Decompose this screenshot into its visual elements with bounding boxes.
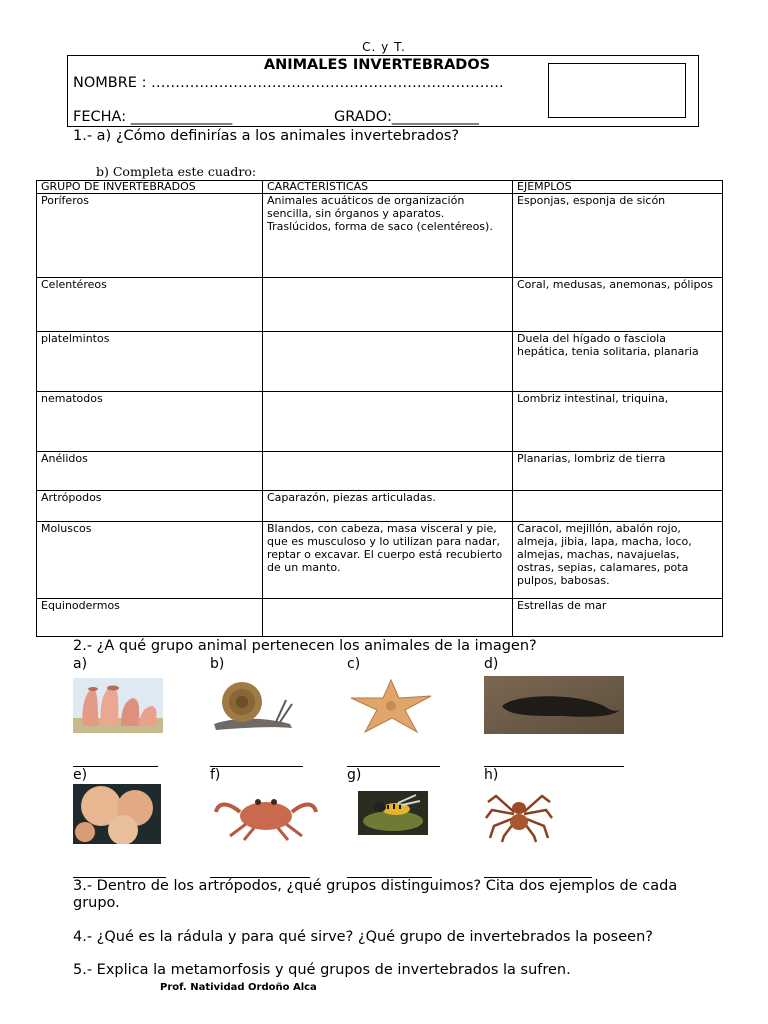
examples-cell: Caracol, mejillón, abalón rojo, almeja, jibia, lapa, macha, loco, almejas, machas, navajuelas, ostras, sepias, calamares, pota pulpos, babosas.	[513, 522, 723, 599]
traits-cell	[263, 278, 513, 332]
option-label: b)	[210, 656, 225, 672]
traits-cell	[263, 392, 513, 452]
author-footer: Prof. Natividad Ordoño Alca	[160, 982, 317, 993]
examples-cell	[513, 491, 723, 522]
question-3: 3.- Dentro de los artrópodos, ¿qué grupos distinguimos? Cita dos ejemplos de cada grupo.	[73, 878, 678, 911]
starfish-image	[347, 676, 435, 734]
worksheet-title: ANIMALES INVERTEBRADOS	[263, 57, 491, 73]
table-row	[37, 599, 723, 637]
traits-cell	[263, 332, 513, 392]
column-header: GRUPO DE INVERTEBRADOS	[37, 181, 263, 194]
option-label: e)	[73, 767, 88, 783]
table-row	[37, 392, 723, 452]
traits-cell	[263, 452, 513, 491]
date-field: FECHA: ______________	[73, 109, 233, 125]
group-cell: platelmintos	[37, 332, 263, 392]
option-label: h)	[484, 767, 499, 783]
option-label: a)	[73, 656, 88, 672]
option-label: c)	[347, 656, 361, 672]
spider-image	[484, 786, 554, 844]
name-field: NOMBRE : ……………………………………………………………….	[73, 75, 504, 91]
table-row	[37, 522, 723, 599]
table-row	[37, 491, 723, 522]
question-4: 4.- ¿Qué es la rádula y para qué sirve? ¿Qué grupo de invertebrados la poseen?	[73, 929, 653, 945]
crab-image	[210, 790, 322, 842]
group-cell: Equinodermos	[37, 599, 263, 637]
question-1b: b) Completa este cuadro:	[96, 164, 257, 179]
option-label: g)	[347, 767, 362, 783]
answer-blank	[210, 766, 303, 767]
header-box	[67, 55, 699, 127]
table-row	[37, 332, 723, 392]
grade-field: GRADO:____________	[334, 109, 479, 125]
sponge-balls-image	[73, 784, 161, 844]
slug-image	[484, 676, 624, 734]
examples-cell: Planarias, lombriz de tierra	[513, 452, 723, 491]
traits-cell	[263, 599, 513, 637]
group-cell: nematodos	[37, 392, 263, 452]
column-header: CARACTERÍSTICAS	[263, 181, 513, 194]
table-row	[37, 194, 723, 278]
examples-cell: Coral, medusas, anemonas, pólipos	[513, 278, 723, 332]
option-label: f)	[210, 767, 221, 783]
option-label: d)	[484, 656, 499, 672]
table-row	[37, 278, 723, 332]
column-header: EJEMPLOS	[513, 181, 723, 194]
examples-cell: Esponjas, esponja de sicón	[513, 194, 723, 278]
table-row	[37, 452, 723, 491]
examples-cell: Lombriz intestinal, triquina,	[513, 392, 723, 452]
answer-blank	[484, 766, 624, 767]
group-cell: Celentéreos	[37, 278, 263, 332]
group-cell: Anélidos	[37, 452, 263, 491]
course-label: C. y T.	[362, 40, 406, 54]
group-cell: Moluscos	[37, 522, 263, 599]
table-header-row	[37, 181, 723, 194]
wasp-image	[358, 791, 428, 835]
sponge-image	[73, 678, 163, 733]
examples-cell: Duela del hígado o fasciola hepática, tenia solitaria, planaria	[513, 332, 723, 392]
snail-image	[210, 672, 294, 734]
traits-cell: Caparazón, piezas articuladas.	[263, 491, 513, 522]
question-1a: 1.- a) ¿Cómo definirías a los animales invertebrados?	[73, 128, 460, 144]
question-2: 2.- ¿A qué grupo animal pertenecen los animales de la imagen?	[73, 638, 537, 654]
traits-cell: Animales acuáticos de organización sencilla, sin órganos y aparatos. Traslúcidos, forma de saco (celentéreos).	[263, 194, 513, 278]
group-cell: Artrópodos	[37, 491, 263, 522]
invertebrates-table	[36, 180, 723, 637]
traits-cell: Blandos, con cabeza, masa visceral y pie, que es musculoso y lo utilizan para nadar, reptar o excavar. El cuerpo está recubierto de un manto.	[263, 522, 513, 599]
examples-cell: Estrellas de mar	[513, 599, 723, 637]
group-cell: Poríferos	[37, 194, 263, 278]
question-5: 5.- Explica la metamorfosis y qué grupos de invertebrados la sufren.	[73, 962, 571, 978]
score-box	[548, 63, 686, 118]
